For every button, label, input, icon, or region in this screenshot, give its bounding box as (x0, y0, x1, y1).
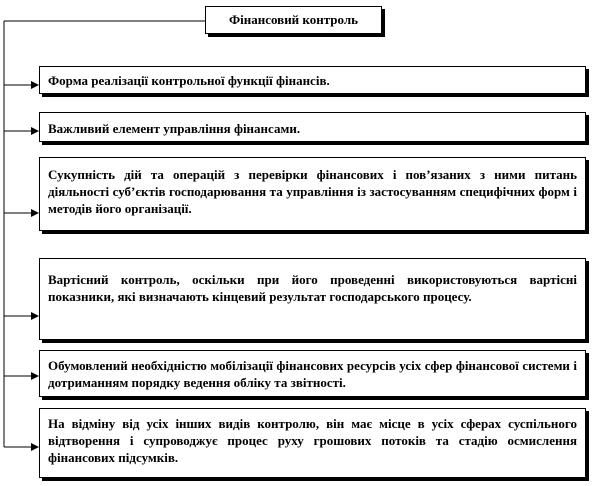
definition-box-1: Форма реалізації контрольної функції фінансів. (39, 66, 586, 94)
definition-box-6: На відміну від усіх інших видів контролю, він має місце в усіх сферах суспільного відтворення і супроводжує процес руху грошових потоків та стадію осмислення фінансових підсумків. (39, 408, 586, 478)
definition-box-4: Вартісний контроль, оскільки при його проведенні використовуються вартісні показники, які визначають кінцевий результат господарського процесу. (39, 258, 586, 340)
definition-box-5: Обумовлений необхідністю мобілізації фінансових ресурсів усіх сфер фінансової системи і дотриманням порядку ведення обліку та звітності. (39, 350, 586, 397)
definition-box-3: Сукупність дій та операцій з перевірки фінансових і пов’язаних з ними питань діяльності суб’єктів господарювання та управління із застосуванням специфічних форм і методів його організації. (39, 157, 586, 231)
definition-box-2: Важливий елемент управління фінансами. (39, 112, 586, 142)
title-box: Фінансовий контроль (205, 6, 382, 34)
